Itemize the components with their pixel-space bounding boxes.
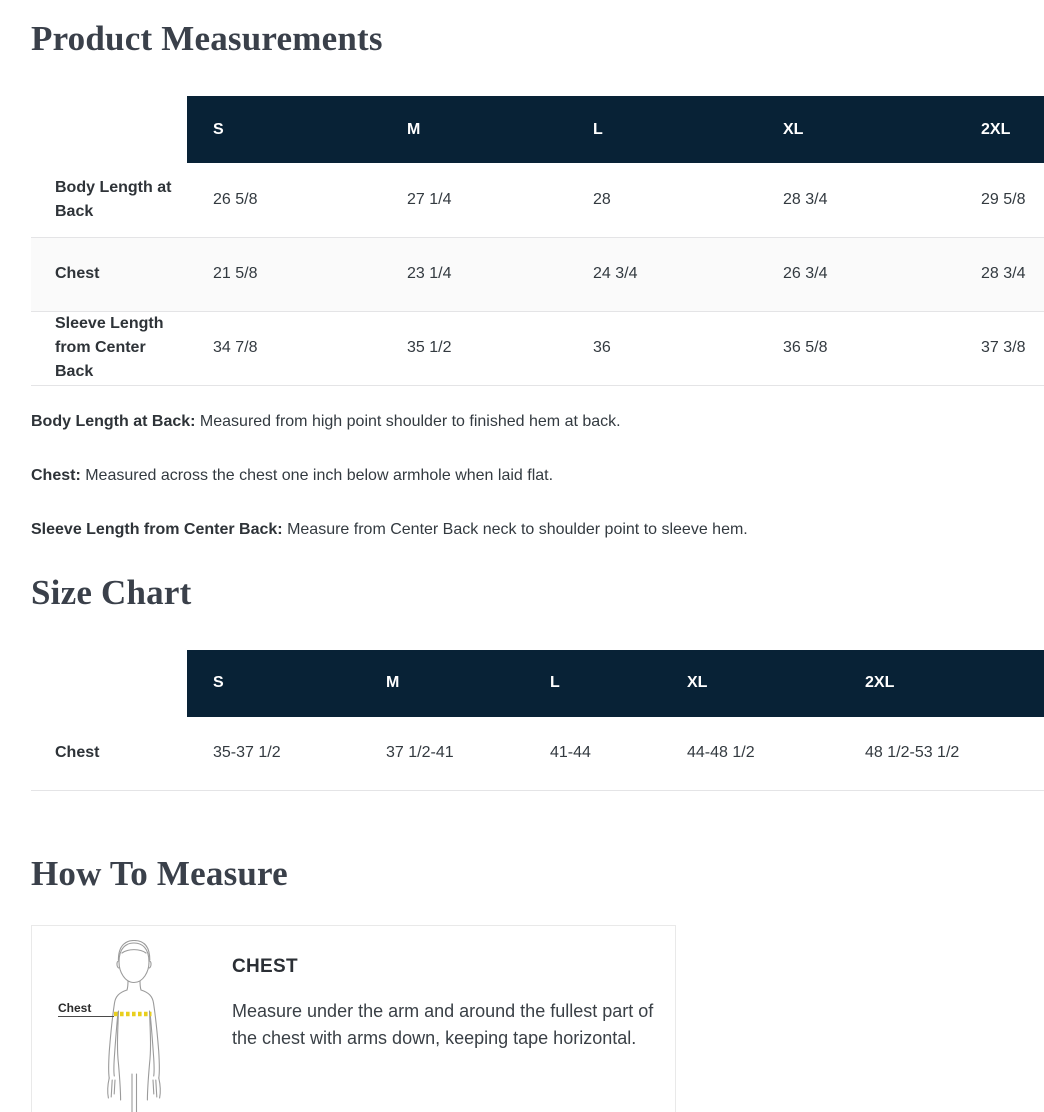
product-measurements-table-header (31, 96, 1044, 163)
cell-value: 28 (593, 190, 611, 208)
note-label: Chest: (31, 466, 81, 484)
note-body-length (31, 410, 1044, 434)
figure-chest-label: Chest (58, 1001, 92, 1015)
product-measurements-table (31, 96, 1044, 386)
cell-value: 37 1/2-41 (386, 744, 454, 762)
cell-value: 36 (593, 339, 611, 356)
size-chart-table-header (31, 650, 1044, 717)
cell-value: 27 1/4 (407, 190, 452, 208)
size-chart-table (31, 650, 1044, 792)
cell-value: 21 5/8 (213, 265, 258, 282)
column-header-xl: XL (661, 650, 839, 717)
cell-value: 28 3/4 (981, 265, 1026, 282)
row-label: Body Length at Back (55, 178, 172, 220)
column-header-2xl: 2XL (955, 96, 1044, 163)
cell-value: 28 3/4 (783, 190, 828, 208)
size-chart-title: Size Chart (31, 572, 192, 612)
cell-value: 23 1/4 (407, 265, 452, 282)
cell-value: 34 7/8 (213, 339, 258, 356)
column-header-l: L (567, 96, 757, 163)
cell-value: 26 3/4 (783, 265, 828, 282)
note-chest (31, 464, 1044, 488)
note-text: Measured across the chest one inch below armhole when laid flat. (80, 466, 554, 484)
how-to-measure-title: How To Measure (31, 854, 288, 893)
measure-card-description: Measure under the arm and around the fullest part of the chest with arms down, keeping tape horizontal. (232, 1001, 654, 1048)
how-to-measure-card-text (232, 940, 655, 1112)
body-measurement-figure (52, 940, 202, 1112)
cell-value: 35-37 1/2 (213, 744, 281, 762)
table-row (31, 163, 1044, 237)
cell-value: 24 3/4 (593, 265, 638, 282)
cell-value: 29 5/8 (981, 190, 1026, 208)
note-label: Body Length at Back: (31, 412, 196, 430)
column-header-m: M (381, 96, 567, 163)
note-text: Measure from Center Back neck to shoulder point to sleeve hem. (282, 520, 748, 538)
product-measurements-title: Product Measurements (31, 19, 383, 58)
measurement-notes (31, 410, 1044, 542)
cell-value: 26 5/8 (213, 190, 258, 208)
cell-value: 48 1/2-53 1/2 (865, 744, 960, 762)
cell-value: 36 5/8 (783, 339, 828, 356)
chest-measure-figure-illustration (52, 940, 202, 1112)
measure-card-title: CHEST (232, 956, 298, 977)
corner-cell (31, 650, 187, 717)
row-label: Chest (55, 744, 100, 762)
column-header-m: M (360, 650, 524, 717)
note-text: Measured from high point shoulder to finished hem at back. (195, 412, 621, 430)
how-to-measure-card (31, 925, 676, 1112)
cell-value: 44-48 1/2 (687, 744, 755, 762)
cell-value: 41-44 (550, 744, 591, 762)
column-header-s: S (187, 650, 360, 717)
table-row (31, 311, 1044, 385)
table-row (31, 237, 1044, 311)
table-row (31, 717, 1044, 791)
corner-cell (31, 96, 187, 163)
column-header-xl: XL (757, 96, 955, 163)
row-label: Chest (55, 265, 100, 282)
cell-value: 37 3/8 (981, 339, 1026, 356)
column-header-s: S (187, 96, 381, 163)
row-label: Sleeve Length from Center Back (55, 315, 164, 380)
column-header-l: L (524, 650, 661, 717)
cell-value: 35 1/2 (407, 339, 452, 356)
note-sleeve-length (31, 518, 1044, 542)
column-header-2xl: 2XL (839, 650, 1044, 717)
note-label: Sleeve Length from Center Back: (31, 520, 283, 538)
